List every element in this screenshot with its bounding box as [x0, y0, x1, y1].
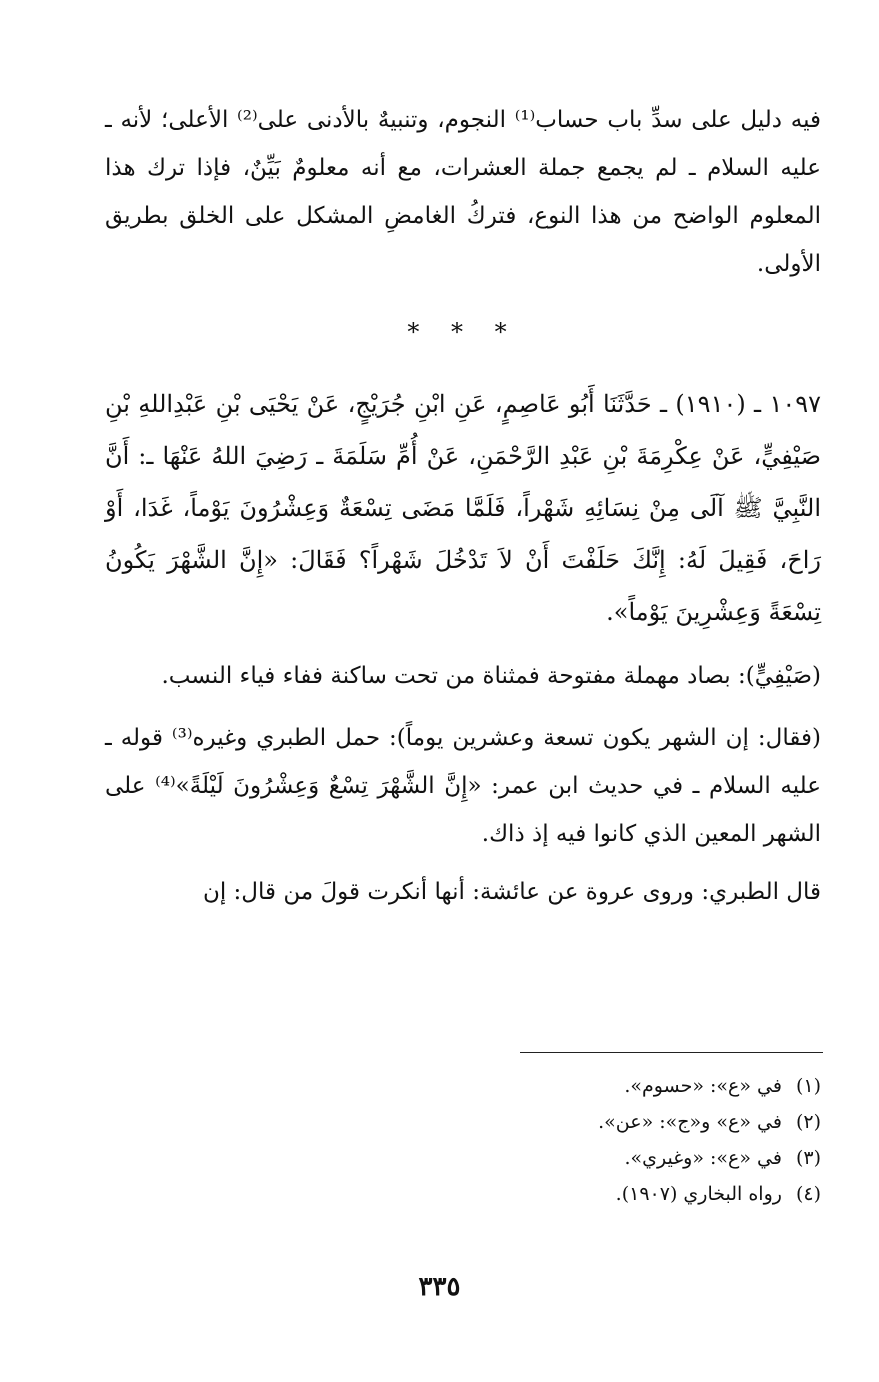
- footnote-3: [105, 1140, 821, 1176]
- footnote-number: (٣): [795, 1147, 821, 1169]
- footnotes: [105, 1068, 821, 1212]
- footnote-number: (١): [795, 1075, 821, 1097]
- footnote-number: (٢): [795, 1111, 821, 1133]
- footnote-1: [105, 1068, 821, 1104]
- footnote-text: في «ع»: «حسوم».: [624, 1075, 782, 1097]
- footnote-text: في «ع» و«ج»: «عن».: [598, 1111, 782, 1133]
- commentary-paragraph-3: (فقال: إن الشهر يكون تسعة وعشرين يوماً): حمل الطبري وغيره⁽³⁾ قوله ـ عليه السلام ـ في حديث ابن عمر: «إِنَّ الشَّهْرَ تِسْعٌ وَعِشْرُونَ لَيْلَةً»⁽⁴⁾ على الشهر المعين الذي كانوا فيه إذ ذاك.: [105, 725, 821, 847]
- commentary-paragraph-4: قال الطبري: وروى عروة عن عائشة: أنها أنكرت قولَ من قال: إن: [202, 879, 821, 905]
- footnote-4: [105, 1176, 821, 1212]
- page-body: [105, 96, 821, 916]
- hadith-text: ١٠٩٧ ـ (١٩١٠) ـ حَدَّثَنَا أَبُو عَاصِمٍ، عَنِ ابْنِ جُرَيْجٍ، عَنْ يَحْيَى بْنِ عَبْدِاللهِ بْنِ صَيْفِيٍّ، عَنْ عِكْرِمَةَ بْنِ عَبْدِ الرَّحْمَنِ، عَنْ أُمِّ سَلَمَةَ ـ رَضِيَ اللهُ عَنْهَا ـ: أَنَّ النَّبِيَّ ﷺ آلَى مِنْ نِسَائِهِ شَهْراً، فَلَمَّا مَضَى تِسْعَةٌ وَعِشْرُونَ يَوْماً، غَدَا، أَوْ رَاحَ، فَقِيلَ لَهُ: إِنَّكَ حَلَفْتَ أَنْ لاَ تَدْخُلَ شَهْراً؟ فَقَالَ: «إِنَّ الشَّهْرَ يَكُونُ تِسْعَةً وَعِشْرِينَ يَوْماً».: [105, 390, 821, 626]
- page-number: ٣٣٥: [418, 1272, 461, 1302]
- footnote-divider: [520, 1052, 823, 1053]
- footnote-number: (٤): [795, 1183, 821, 1205]
- footnote-2: [105, 1104, 821, 1140]
- commentary-paragraph-2: (صَيْفِيٍّ): بصاد مهملة مفتوحة فمثناة من تحت ساكنة ففاء فياء النسب.: [161, 663, 821, 689]
- footnote-text: رواه البخاري (١٩٠٧).: [615, 1183, 782, 1205]
- footnote-text: في «ع»: «وغيري».: [624, 1147, 782, 1169]
- commentary-paragraph-1: فيه دليل على سدِّ باب حساب⁽¹⁾ النجوم، وتنبيهٌ بالأدنى على⁽²⁾ الأعلى؛ لأنه ـ عليه السلام ـ لم يجمع جملة العشرات، مع أنه معلومٌ بَيِّنٌ، فإذا ترك هذا المعلوم الواضح من هذا النوع، فتركُ الغامضِ المشكل على الخلق بطريق الأولى.: [105, 107, 822, 277]
- section-separator: * * *: [407, 318, 519, 346]
- hadith-block: [105, 378, 821, 638]
